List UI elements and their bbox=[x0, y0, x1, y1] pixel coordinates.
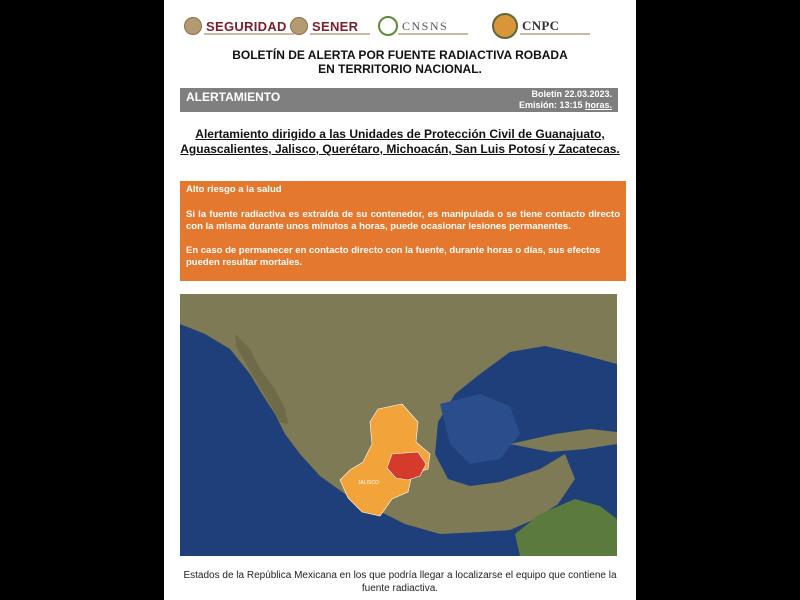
health-risk-box bbox=[180, 181, 626, 281]
emission-time-prefix: Emisión: 13:15 bbox=[518, 100, 585, 110]
bulletin-title-line1: BOLETÍN DE ALERTA POR FUENTE RADIACTIVA ROBADA bbox=[232, 48, 568, 62]
bulletin-title-line2: EN TERRITORIO NACIONAL. bbox=[318, 62, 482, 76]
bulletin-date: Boletín 22.03.2023. bbox=[531, 89, 612, 99]
health-risk-heading: Alto riesgo a la salud bbox=[186, 184, 282, 195]
cnsns-logo-text: CNSNS bbox=[402, 18, 449, 33]
bulletin-info bbox=[519, 89, 612, 111]
sener-logo-text: SENER bbox=[312, 18, 359, 34]
bulletin-page bbox=[164, 0, 636, 600]
seguridad-emblem-icon bbox=[184, 17, 202, 35]
cnsns-logo bbox=[378, 12, 448, 40]
mexico-alert-map bbox=[180, 294, 617, 556]
cnpc-logo-subtext-line bbox=[520, 33, 590, 35]
logo-strip bbox=[164, 8, 636, 44]
health-risk-paragraph-2: En caso de permanecer en contacto directo con la fuente, durante horas o días, sus efectos pueden resultar mortales. bbox=[186, 245, 601, 268]
sener-logo-subtext-line bbox=[310, 33, 370, 35]
sener-emblem-icon bbox=[290, 17, 308, 35]
map-caption: Estados de la República Mexicana en los que podría llegar a localizarse el equipo que contiene la fuente radiactiva. bbox=[183, 570, 617, 594]
seguridad-logo-text: SEGURIDAD bbox=[206, 18, 287, 34]
alert-subtitle: Alertamiento dirigido a las Unidades de Protección Civil de Guanajuato, Aguascalientes, Jalisco, Querétaro, Michoacán, San Luis Potosí y Zacatecas. bbox=[180, 127, 620, 156]
cnsns-logo-subtext-line bbox=[398, 33, 468, 35]
alert-header-bar bbox=[180, 88, 618, 112]
emission-time-unit: horas. bbox=[584, 100, 612, 110]
cnpc-logo bbox=[492, 12, 559, 40]
cnsns-emblem-icon bbox=[378, 16, 398, 36]
map-label-jalisco: JALISCO bbox=[358, 480, 379, 486]
alert-label: ALERTAMIENTO bbox=[186, 90, 281, 104]
cnpc-logo-text: CNPC bbox=[522, 18, 560, 33]
bulletin-title bbox=[184, 48, 616, 76]
sener-logo bbox=[290, 12, 358, 40]
seguridad-logo-subtext-line bbox=[204, 33, 294, 35]
emission-time bbox=[519, 100, 612, 111]
health-risk-paragraph-1: Si la fuente radiactiva es extraída de su contenedor, es manipulada o se tiene contacto directo con la misma durante unos minutos a horas, puede ocasionar lesiones permanentes. bbox=[186, 209, 620, 232]
cnpc-emblem-icon bbox=[492, 13, 518, 39]
seguridad-logo bbox=[184, 12, 287, 40]
